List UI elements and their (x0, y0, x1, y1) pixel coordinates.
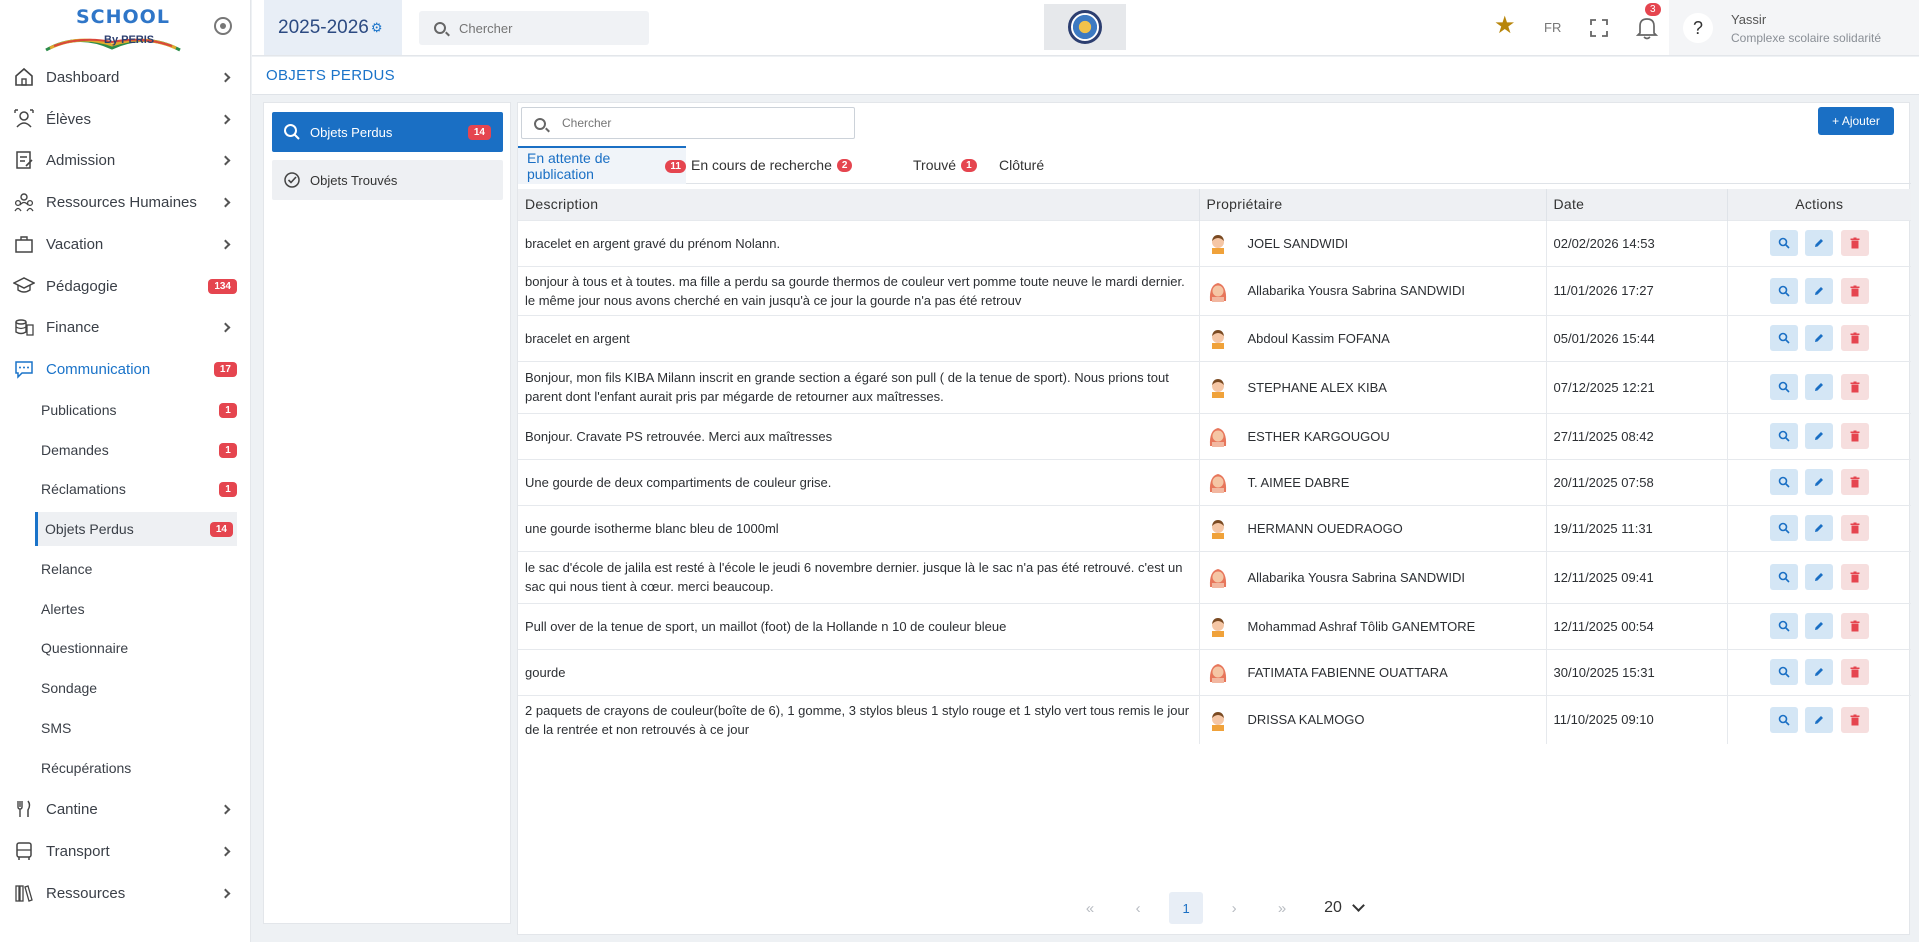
pencil-icon (1813, 571, 1825, 583)
school-year-selector[interactable] (264, 0, 402, 55)
subitem-label: Questionnaire (41, 640, 129, 656)
top-header (252, 0, 1919, 56)
tab-en-attente[interactable] (518, 146, 686, 184)
chevron-right-icon (221, 197, 231, 207)
view-button[interactable] (1770, 564, 1798, 590)
chat-icon (13, 358, 35, 380)
sidebar-item-dashboard[interactable] (0, 58, 251, 96)
sidebar-item-label: Cantine (46, 800, 98, 818)
school-emblem (1044, 4, 1126, 50)
tab-trouve[interactable] (913, 146, 977, 184)
table-row (518, 551, 1911, 603)
view-button[interactable] (1770, 423, 1798, 449)
home-icon (13, 66, 35, 88)
edit-button[interactable] (1805, 469, 1833, 495)
sidebar-item-transport[interactable] (0, 832, 251, 870)
table-row (518, 603, 1911, 649)
view-button[interactable] (1770, 469, 1798, 495)
pencil-icon (1813, 430, 1825, 442)
cell-description: une gourde isotherme blanc bleu de 1000ml (518, 505, 1199, 551)
cell-actions (1727, 413, 1911, 459)
books-icon (13, 882, 35, 904)
avatar-icon (1207, 232, 1229, 254)
sidebar-item-label: Transport (46, 842, 110, 860)
sidebar-subitem-demandes[interactable] (0, 433, 251, 467)
cell-proprietaire (1199, 551, 1546, 603)
edit-button[interactable] (1805, 374, 1833, 400)
owner-name: STEPHANE ALEX KIBA (1247, 379, 1387, 395)
category-objets-trouves[interactable] (272, 160, 503, 200)
tab-cloture[interactable] (999, 146, 1044, 184)
table-row (518, 459, 1911, 505)
category-label: Objets Trouvés (310, 172, 398, 188)
search-icon (1778, 285, 1790, 297)
table-row (518, 413, 1911, 459)
cell-proprietaire (1199, 603, 1546, 649)
owner-cell (1207, 709, 1539, 731)
owner-cell (1207, 280, 1539, 302)
cell-actions (1727, 649, 1911, 695)
cell-description: le sac d'école de jalila est resté à l'école le jeudi 6 novembre dernier. jusque là le sac n'a pas été retrouvé. c'est un sac qui nous tient à cœur. merci beaucoup. (518, 551, 1199, 603)
cell-date: 07/12/2025 12:21 (1546, 361, 1727, 413)
edit-button[interactable] (1805, 564, 1833, 590)
subitem-label: Publications (41, 402, 117, 418)
owner-name: FATIMATA FABIENNE OUATTARA (1247, 664, 1448, 680)
sidebar-item-label: Élèves (46, 110, 92, 128)
coins-icon (13, 316, 35, 338)
avatar-icon (1207, 566, 1229, 588)
sidebar-item-label: Finance (46, 318, 100, 336)
trash-icon (1849, 285, 1861, 297)
cell-proprietaire (1199, 459, 1546, 505)
sidebar-item-label: Vacation (46, 235, 104, 253)
owner-cell (1207, 327, 1539, 349)
column-description[interactable]: Description (518, 189, 1199, 220)
language-selector[interactable]: FR (1544, 20, 1562, 35)
view-button[interactable] (1770, 659, 1798, 685)
owner-name: Abdoul Kassim FOFANA (1247, 330, 1390, 346)
chevron-right-icon (221, 322, 231, 332)
trash-icon (1849, 522, 1861, 534)
bell-icon[interactable] (1636, 16, 1658, 40)
sidebar-item-label: Communication (46, 360, 151, 378)
objets-perdus-table (518, 189, 1911, 744)
sidebar-subitem-relance[interactable] (0, 552, 251, 586)
owner-cell (1207, 661, 1539, 683)
check-circle-icon (283, 171, 301, 189)
subitem-label: Sondage (41, 680, 98, 696)
pencil-icon (1813, 476, 1825, 488)
page-size-value: 20 (1324, 899, 1342, 916)
subitem-badge: 1 (219, 403, 237, 418)
sidebar-subitem-sondage[interactable] (0, 671, 251, 705)
subitem-label: Réclamations (41, 481, 126, 497)
sidebar-item-label: Pédagogie (46, 277, 118, 295)
category-badge: 14 (468, 125, 491, 140)
subitem-badge: 1 (219, 443, 237, 458)
communication-badge: 17 (214, 362, 237, 377)
cell-actions (1727, 603, 1911, 649)
cell-proprietaire (1199, 413, 1546, 459)
sidebar-subitem-reclamations[interactable] (0, 472, 251, 506)
avatar-icon (1207, 425, 1229, 447)
cell-date: 27/11/2025 08:42 (1546, 413, 1727, 459)
owner-name: Mohammad Ashraf Tôlib GANEMTORE (1247, 618, 1476, 634)
sidebar-subitem-sms[interactable] (0, 711, 251, 745)
list-search-input[interactable] (562, 116, 842, 130)
pencil-icon (1813, 285, 1825, 297)
avatar-icon (1207, 615, 1229, 637)
cell-date: 30/10/2025 15:31 (1546, 649, 1727, 695)
pedagogie-badge: 134 (208, 279, 237, 294)
chevron-right-icon (221, 239, 231, 249)
search-icon (1778, 237, 1790, 249)
page-title-bar (252, 57, 1919, 95)
delete-button[interactable] (1841, 469, 1869, 495)
avatar-icon (1207, 376, 1229, 398)
cell-date: 19/11/2025 11:31 (1546, 505, 1727, 551)
list-search[interactable] (521, 107, 855, 139)
sidebar-item-pedagogie[interactable] (0, 267, 251, 305)
chevron-right-icon (221, 72, 231, 82)
search-icon (1778, 666, 1790, 678)
cell-description: Pull over de la tenue de sport, un maillot (foot) de la Hollande n 10 de couleur bleue (518, 603, 1199, 649)
table-row (518, 505, 1911, 551)
delete-button[interactable] (1841, 278, 1869, 304)
tab-en-cours[interactable] (690, 146, 852, 184)
owner-cell (1207, 517, 1539, 539)
sidebar-item-label: Admission (46, 151, 116, 169)
graduation-cap-icon (13, 275, 35, 297)
owner-name: T. AIMEE DABRE (1247, 474, 1350, 490)
cell-description: bracelet en argent (518, 315, 1199, 361)
chevron-right-icon (221, 846, 231, 856)
pencil-icon (1813, 522, 1825, 534)
delete-button[interactable] (1841, 613, 1869, 639)
search-icon (1778, 381, 1790, 393)
sidebar-item-label: Ressources (46, 884, 126, 902)
chevron-right-icon (221, 888, 231, 898)
cell-actions (1727, 695, 1911, 744)
subitem-label: Récupérations (41, 760, 132, 776)
delete-button[interactable] (1841, 374, 1869, 400)
page-size-select[interactable] (1324, 899, 1363, 917)
owner-cell (1207, 425, 1539, 447)
owner-name: DRISSA KALMOGO (1247, 712, 1365, 728)
people-icon (13, 191, 35, 213)
cell-proprietaire (1199, 695, 1546, 744)
tab-label: En cours de recherche (691, 157, 832, 173)
emblem-icon (1068, 10, 1102, 44)
sidebar-item-label: Ressources Humaines (46, 193, 197, 211)
table-header-row (518, 189, 1911, 220)
table-row (518, 695, 1911, 744)
tab-badge: 11 (665, 160, 686, 173)
tab-label: Trouvé (913, 157, 957, 173)
first-page-button[interactable]: « (1085, 899, 1095, 917)
cell-actions (1727, 315, 1911, 361)
trash-icon (1849, 381, 1861, 393)
trash-icon (1849, 237, 1861, 249)
avatar-icon (1207, 661, 1229, 683)
pencil-icon (1813, 620, 1825, 632)
status-tabs (518, 146, 1911, 184)
sidebar-subitem-publications[interactable] (0, 393, 251, 427)
chevron-down-icon (1352, 899, 1365, 912)
bus-icon (13, 840, 35, 862)
user-name: Yassir (1731, 12, 1767, 27)
notification-badge: 3 (1645, 3, 1661, 16)
pagination (518, 886, 1911, 930)
owner-name: Allabarika Yousra Sabrina SANDWIDI (1247, 569, 1465, 585)
owner-cell (1207, 376, 1539, 398)
category-objets-perdus[interactable] (272, 112, 503, 152)
help-icon[interactable]: ? (1683, 13, 1713, 43)
subitem-badge: 1 (219, 482, 237, 497)
search-icon (1778, 332, 1790, 344)
edit-button[interactable] (1805, 659, 1833, 685)
view-button[interactable] (1770, 515, 1798, 541)
tab-badge: 2 (837, 159, 853, 172)
category-panel (263, 102, 511, 924)
subitem-label: Demandes (41, 442, 109, 458)
star-icon[interactable]: ★ (1494, 12, 1516, 39)
user-menu[interactable] (1669, 0, 1919, 55)
delete-button[interactable] (1841, 423, 1869, 449)
view-button[interactable] (1770, 278, 1798, 304)
sidebar-item-ressources-humaines[interactable] (0, 183, 251, 221)
pencil-icon (1813, 332, 1825, 344)
cell-description: Bonjour, mon fils KIBA Milann inscrit en grande section a égaré son pull ( de la tenue de sport). Nous prions tout parent dont l'enfant aurait pris par mégarde de retourner aux maîtresses. (518, 361, 1199, 413)
cell-actions (1727, 220, 1911, 266)
search-icon (1778, 476, 1790, 488)
cell-proprietaire (1199, 315, 1546, 361)
chevron-right-icon (221, 114, 231, 124)
header-search[interactable] (419, 11, 649, 45)
owner-name: ESTHER KARGOUGOU (1247, 428, 1390, 444)
delete-button[interactable] (1841, 515, 1869, 541)
owner-cell (1207, 615, 1539, 637)
sidebar-subitem-objets-perdus[interactable] (35, 512, 237, 546)
cell-description: bracelet en argent gravé du prénom Nolann. (518, 220, 1199, 266)
trash-icon (1849, 332, 1861, 344)
cell-proprietaire (1199, 220, 1546, 266)
table-row (518, 361, 1911, 413)
logo-subtitle: By PERIS (104, 34, 155, 46)
trash-icon (1849, 666, 1861, 678)
owner-cell (1207, 232, 1539, 254)
fullscreen-icon[interactable] (1590, 19, 1608, 37)
next-page-button[interactable]: › (1231, 899, 1237, 917)
owner-name: HERMANN OUEDRAOGO (1247, 520, 1403, 536)
cell-proprietaire (1199, 266, 1546, 315)
cell-proprietaire (1199, 505, 1546, 551)
cell-description: gourde (518, 649, 1199, 695)
delete-button[interactable] (1841, 325, 1869, 351)
owner-cell (1207, 566, 1539, 588)
edit-button[interactable] (1805, 515, 1833, 541)
search-icon (1778, 620, 1790, 632)
trash-icon (1849, 714, 1861, 726)
edit-button[interactable] (1805, 230, 1833, 256)
sidebar-subitem-alertes[interactable] (0, 592, 251, 626)
table-body (518, 220, 1911, 744)
cell-date: 11/01/2026 17:27 (1546, 266, 1727, 315)
cell-description: Bonjour. Cravate PS retrouvée. Merci aux maîtresses (518, 413, 1199, 459)
cell-date: 12/11/2025 09:41 (1546, 551, 1727, 603)
sidebar-item-vacation[interactable] (0, 225, 251, 263)
subitem-label: SMS (41, 720, 72, 736)
sidebar (0, 0, 251, 942)
prev-page-button[interactable]: ‹ (1135, 899, 1141, 917)
cell-date: 02/02/2026 14:53 (1546, 220, 1727, 266)
search-icon (434, 22, 446, 34)
pencil-icon (1813, 714, 1825, 726)
search-icon (1778, 714, 1790, 726)
subitem-label: Objets Perdus (45, 521, 134, 537)
user-school: Complexe scolaire solidarité (1731, 31, 1882, 45)
cell-date: 05/01/2026 15:44 (1546, 315, 1727, 361)
avatar-icon (1207, 517, 1229, 539)
delete-button[interactable] (1841, 564, 1869, 590)
school-logo[interactable] (42, 4, 184, 54)
category-label: Objets Perdus (310, 124, 393, 140)
page-title: OBJETS PERDUS (266, 67, 395, 84)
trash-icon (1849, 571, 1861, 583)
tab-label: Clôturé (999, 157, 1045, 173)
sidebar-subitem-questionnaire[interactable] (0, 631, 251, 665)
admission-icon (13, 149, 35, 171)
view-button[interactable] (1770, 613, 1798, 639)
edit-button[interactable] (1805, 613, 1833, 639)
main-panel (517, 102, 1910, 935)
logo-area (0, 0, 250, 58)
search-icon (534, 118, 546, 130)
delete-button[interactable] (1841, 707, 1869, 733)
view-button[interactable] (1770, 707, 1798, 733)
owner-name: JOEL SANDWIDI (1247, 235, 1349, 251)
column-proprietaire[interactable]: Propriétaire (1199, 189, 1546, 220)
column-date[interactable]: Date (1546, 189, 1727, 220)
sidebar-item-finance[interactable] (0, 308, 251, 346)
column-actions: Actions (1727, 189, 1911, 220)
students-icon (13, 108, 35, 130)
delete-button[interactable] (1841, 230, 1869, 256)
edit-button[interactable] (1805, 325, 1833, 351)
trash-icon (1849, 430, 1861, 442)
current-page[interactable]: 1 (1169, 892, 1203, 924)
view-button[interactable] (1770, 325, 1798, 351)
header-search-input[interactable] (459, 21, 639, 36)
subitem-label: Relance (41, 561, 93, 577)
last-page-button[interactable]: » (1277, 899, 1287, 917)
view-button[interactable] (1770, 230, 1798, 256)
chevron-right-icon (221, 155, 231, 165)
search-icon (1778, 522, 1790, 534)
sidebar-item-eleves[interactable] (0, 100, 251, 138)
cell-description: 2 paquets de crayons de couleur(boîte de 6), 1 gomme, 3 stylos bleus 1 stylo rouge et 1 stylo vert tous remis le jour de la rentrée et non retrouvés à ce jour (518, 695, 1199, 744)
avatar-icon (1207, 327, 1229, 349)
cell-actions (1727, 361, 1911, 413)
table-row (518, 220, 1911, 266)
cell-proprietaire (1199, 649, 1546, 695)
edit-button[interactable] (1805, 707, 1833, 733)
chevron-right-icon (221, 804, 231, 814)
table-row (518, 315, 1911, 361)
trash-icon (1849, 476, 1861, 488)
cell-date: 20/11/2025 07:58 (1546, 459, 1727, 505)
sidebar-subitem-recuperations[interactable] (0, 751, 251, 785)
briefcase-icon (13, 233, 35, 255)
tab-badge: 1 (961, 159, 977, 172)
add-button[interactable]: + Ajouter (1818, 107, 1894, 135)
cell-description: Une gourde de deux compartiments de couleur grise. (518, 459, 1199, 505)
cell-date: 11/10/2025 09:10 (1546, 695, 1727, 744)
edit-button[interactable] (1805, 423, 1833, 449)
pencil-icon (1813, 666, 1825, 678)
cell-actions (1727, 505, 1911, 551)
sidebar-item-communication[interactable] (0, 350, 251, 388)
sidebar-toggle-icon[interactable] (214, 17, 232, 35)
search-icon (1778, 571, 1790, 583)
sidebar-item-admission[interactable] (0, 141, 251, 179)
cell-date: 12/11/2025 00:54 (1546, 603, 1727, 649)
view-button[interactable] (1770, 374, 1798, 400)
cell-proprietaire (1199, 361, 1546, 413)
logo-title: SCHOOL (76, 6, 170, 28)
table-row (518, 266, 1911, 315)
school-year: 2025-2026 (278, 16, 369, 38)
pencil-icon (1813, 237, 1825, 249)
fork-knife-icon (13, 798, 35, 820)
sidebar-item-ressources[interactable] (0, 874, 251, 912)
gear-icon: ⚙ (370, 19, 383, 35)
delete-button[interactable] (1841, 659, 1869, 685)
owner-name: Allabarika Yousra Sabrina SANDWIDI (1247, 283, 1465, 298)
cell-actions (1727, 266, 1911, 315)
search-icon (1778, 430, 1790, 442)
pencil-icon (1813, 381, 1825, 393)
cell-description: bonjour à tous et à toutes. ma fille a perdu sa gourde thermos de couleur vert pomme toute neuve le mardi dernier. le même jour nous avons cherché en vain jusqu'à ce jour la gourde n'a pas été retrouv (518, 266, 1199, 315)
trash-icon (1849, 620, 1861, 632)
search-icon (283, 123, 301, 141)
edit-button[interactable] (1805, 278, 1833, 304)
sidebar-item-label: Dashboard (46, 68, 120, 86)
cell-actions (1727, 551, 1911, 603)
sidebar-item-cantine[interactable] (0, 790, 251, 828)
subitem-badge: 14 (210, 522, 233, 537)
avatar-icon (1207, 280, 1229, 302)
table-row (518, 649, 1911, 695)
tab-label: En attente de publication (527, 150, 611, 182)
avatar-icon (1207, 471, 1229, 493)
avatar-icon (1207, 709, 1229, 731)
cell-actions (1727, 459, 1911, 505)
owner-cell (1207, 471, 1539, 493)
subitem-label: Alertes (41, 601, 85, 617)
